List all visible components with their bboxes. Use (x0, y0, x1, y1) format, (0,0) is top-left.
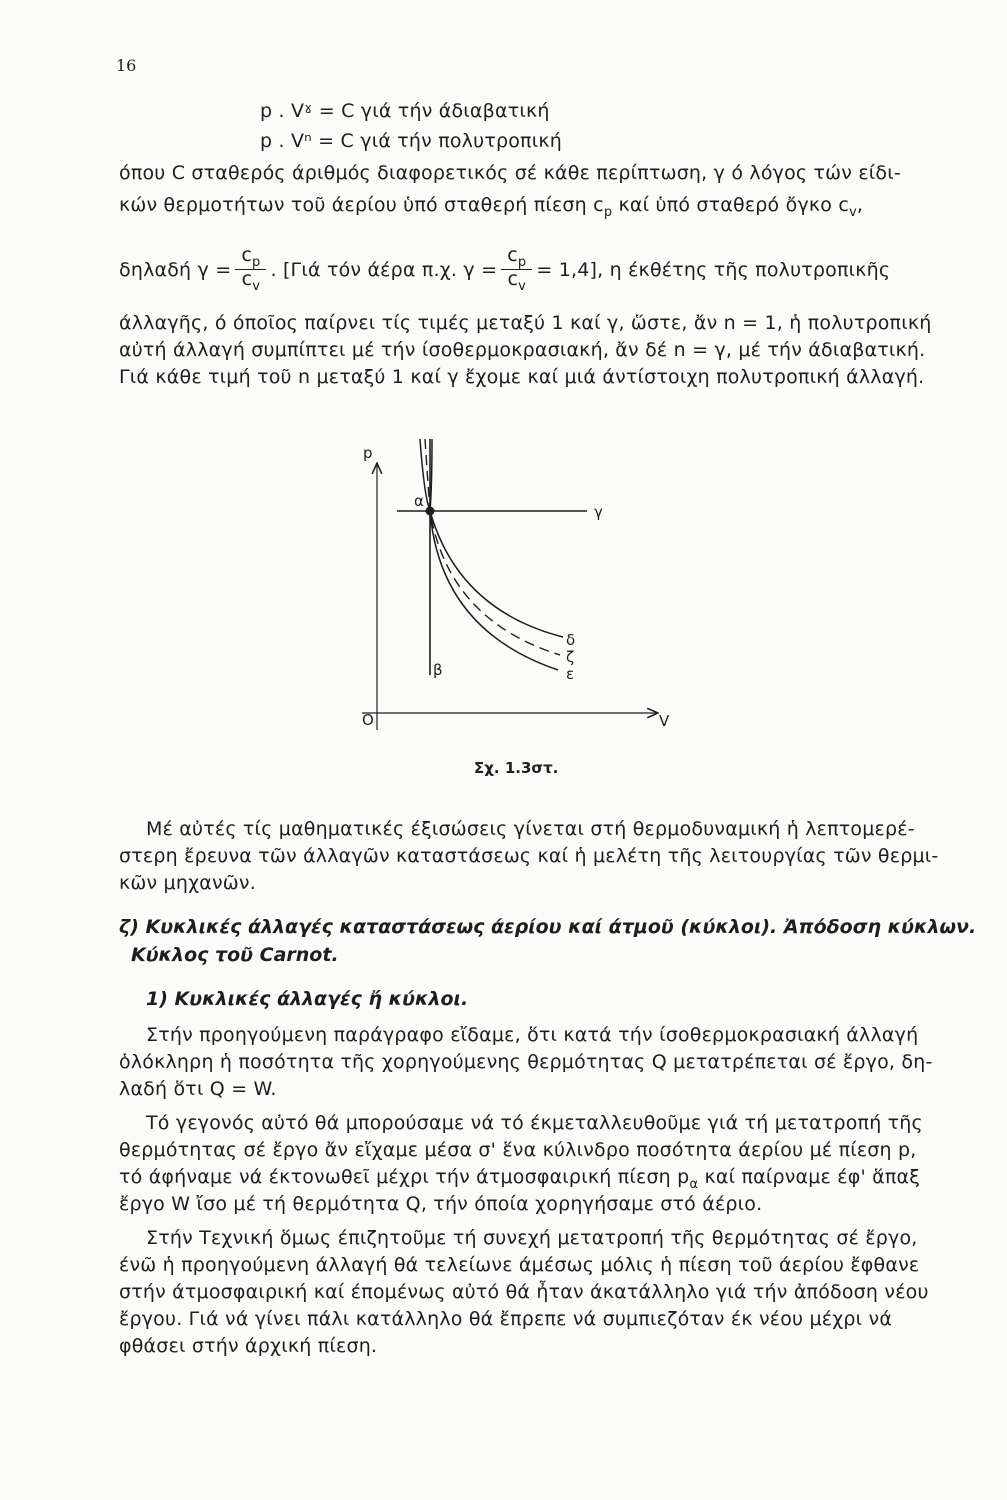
para2-line3: κῶν μηχανῶν. (119, 872, 256, 894)
para1-line1: όπου C σταθερός άριθμός διαφορετικός σέ κάθε περίπτωση, γ ό λόγος τών είδι- (119, 162, 901, 184)
equation-polytropic: p . Vⁿ = C γιά τήν πολυτροπική (260, 130, 562, 152)
x-axis-label: V (659, 712, 670, 730)
para4-line2: θερμότητας σέ ἔργο ἄν εἴχαμε μέσα σ' ἕνα κύλινδρο ποσότητα άερίου μέ πίεση p, (119, 1139, 917, 1161)
para5-line3: στήν άτμοσφαιρική καί έπομένως αὐτό θά ἦταν άκατάλληλο γιά τήν ἀπόδοση νέου (119, 1281, 929, 1303)
para1-line6: Γιά κάθε τιμή τοῦ n μεταξύ 1 καί γ ἔχομε καί μιά άντίστοιχη πολυτροπική άλλαγή. (119, 366, 925, 388)
para2-line1: Μέ αὐτές τίς μαθηματικές έξισώσεις γίνεται στή θερμοδυναμική ἡ λεπτομερέ- (146, 818, 915, 840)
page-number: 16 (116, 56, 137, 75)
para5-line5: φθάσει στήν άρχική πίεση. (119, 1335, 378, 1357)
para3-line3: λαδή ὅτι Q = W. (119, 1078, 277, 1100)
para1-line3: δηλαδή γ = $\frac{c_p}{c_v}$ . [Γιά τόν άέρα π.χ. γ = $\frac{c_p}{c_v}$ = 1,4], η έκθέτης τῆς πολυτροπικῆς (119, 244, 891, 295)
subsection-heading: 1) Κυκλικές άλλαγές ἤ κύκλοι. (146, 988, 469, 1010)
para5-line4: ἔργου. Γιά νά γίνει πάλι κατάλληλο θά ἔπρεπε νά συμπιεζόταν έκ νέου μέχρι νά (119, 1308, 893, 1330)
curve-label-zeta: ζ (566, 648, 575, 666)
para1-line5: αὐτή άλλαγή συμπίπτει μέ τήν ίσοθερμοκρασιακή, ἄν δέ n = γ, μέ τήν άδιαβατική. (119, 339, 926, 361)
isochoric-line-label: β (433, 661, 443, 679)
para2-line2: στερη ἔρευνα τῶν άλλαγῶν καταστάσεως καί ἡ μελέτη τῆς λειτουργίας τῶν θερμι- (119, 845, 939, 867)
para5-line2: ένῶ ἡ προηγούμενη άλλαγή θά τελείωνε άμέσως μόλις ἡ πίεση τοῦ άερίου ἔφθανε (119, 1254, 920, 1276)
state-point (426, 507, 435, 516)
para4-line1: Τό γεγονός αὐτό θά μπορούσαμε νά τό έκμεταλλευθοῦμε γιά τή μετατροπή τῆς (146, 1112, 923, 1134)
para4-line4: ἔργο W ἴσο μέ τή θερμότητα Q, τήν όποία χορηγήσαμε στό άέριο. (119, 1193, 763, 1215)
curve-zeta (425, 439, 560, 655)
section-heading-line1: ζ) Κυκλικές άλλαγές καταστάσεως άερίου καί άτμοῦ (κύκλοι). Ἀπόδοση κύκλων. (119, 916, 977, 938)
curve-label-delta: δ (566, 631, 576, 649)
fraction-gamma: $\frac{c_p}{c_v}$ (235, 246, 266, 294)
para1-line4: άλλαγῆς, ό όποῖος παίρνει τίς τιμές μεταξύ 1 καί γ, ὥστε, ἄν n = 1, ἡ πολυτροπική (119, 312, 932, 334)
para4-line3: τό άφήναμε νά έκτονωθεῖ μέχρι τήν άτμοσφαιρική πίεση $p_\alpha$ καί παίρναμε έφ' ἅπαξ (119, 1166, 920, 1192)
y-axis-label: p (363, 444, 373, 462)
section-heading-line2: Κύκλος τοῦ Carnot. (131, 944, 339, 966)
para5-line1: Στήν Τεχνική ὅμως έπιζητοῦμε τή συνεχή μετατροπή τῆς θερμότητας σέ ἔργο, (146, 1227, 918, 1249)
curve-epsilon (430, 439, 558, 670)
fraction-gamma-air: $\frac{c_p}{c_v}$ (501, 246, 532, 294)
para3-line1: Στήν προηγούμενη παράγραφο εἴδαμε, ὅτι κατά τήν ίσοθερμοκρασιακή άλλαγή (146, 1024, 919, 1046)
figure-caption: Σχ. 1.3στ. (474, 759, 559, 777)
origin-label: O (362, 711, 374, 729)
pv-diagram (340, 425, 700, 745)
curve-label-epsilon: ε (566, 665, 575, 683)
isobaric-line-label: γ (594, 503, 603, 521)
para1-line2: κών θερμοτήτων τοῦ άερίου ὑπό σταθερή πίεση $c_p$ καί ὑπό σταθερό ὄγκο $c_v$, (119, 194, 864, 220)
para3-line2: ὁλόκληρη ἡ ποσότητα τῆς χορηγούμενης θερμότητας Q μετατρέπεται σέ ἔργο, δη- (119, 1051, 933, 1073)
curve-delta (420, 439, 563, 637)
state-point-label: α (414, 492, 424, 510)
equation-adiabatic: p . Vˠ = C γιά τήν άδιαβατική (260, 100, 550, 122)
